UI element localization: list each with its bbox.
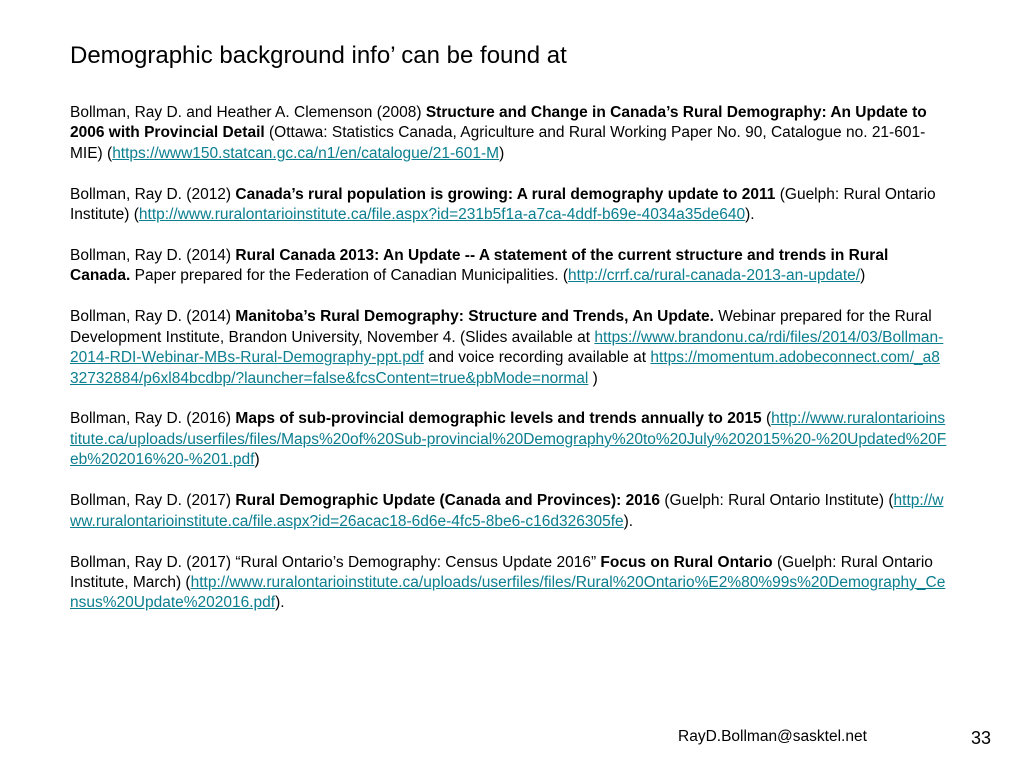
ref-title: Structure and Change in Canada’s Rural Demography: An Update to 2006 with Provincial Detail <box>70 104 927 142</box>
ref-link[interactable]: http://www.ruralontarioinstitute.ca/uploads/userfiles/files/Rural%20Ontario%E2%80%99s%20Demography_Census%20Update%202016.pdf <box>70 573 946 612</box>
ref-title: Rural Canada 2013: An Update -- A statement of the current structure and trends in Rural Canada. <box>70 247 889 285</box>
ref-details: Paper prepared for the Federation of Canadian Municipalities. ( <box>130 267 569 285</box>
ref-details: (Guelph: Rural Ontario Institute, March) ( <box>70 553 933 591</box>
ref-title: Focus on Rural Ontario <box>600 553 773 571</box>
ref-author-year: Bollman, Ray D. (2012) <box>70 185 236 203</box>
ref-author-year: Bollman, Ray D. (2016) <box>70 410 236 428</box>
reference-item <box>70 185 948 226</box>
footer-email: RayD.Bollman@sasktel.net <box>678 728 867 745</box>
ref-link[interactable]: http://www.ruralontarioinstitute.ca/file.aspx?id=26acac18-6d6e-4fc5-8be6-c16d326305fe <box>70 492 944 530</box>
reference-item <box>70 491 948 532</box>
reference-item <box>70 553 948 614</box>
ref-title: Maps of sub-provincial demographic levels and trends annually to 2015 <box>235 410 762 428</box>
ref-details: (Ottawa: Statistics Canada, Agriculture and Rural Working Paper No. 90, Catalogue no. 21-601-MIE) ( <box>70 124 926 162</box>
ref-link[interactable]: http://crrf.ca/rural-canada-2013-an-update/ <box>568 267 861 285</box>
ref-details: (Guelph: Rural Ontario Institute) ( <box>70 185 936 224</box>
reference-item <box>70 307 948 389</box>
ref-title: Rural Demographic Update (Canada and Provinces): 2016 <box>235 492 661 510</box>
ref-details: Webinar prepared for the Rural Development Institute, Brandon University, November 4. (Slides available at <box>70 308 932 346</box>
ref-tail: ). <box>623 512 634 530</box>
ref-tail: ) <box>254 451 260 469</box>
reference-item <box>70 246 948 287</box>
ref-tail: ) <box>860 267 866 285</box>
ref-details: (Guelph: Rural Ontario Institute) ( <box>660 492 894 510</box>
ref-tail: ) <box>588 369 598 387</box>
ref-link[interactable]: http://www.ruralontarioinstitute.ca/uploads/userfiles/files/Maps%20of%20Sub-provincial%20Demography%20to%20July%202015%20-%20Updated%20Feb%202016%20-%201.pdf <box>70 410 947 469</box>
ref-link[interactable]: https://www150.statcan.gc.ca/n1/en/catalogue/21-601-M <box>112 144 500 162</box>
ref-author-year: Bollman, Ray D. (2014) <box>70 308 236 326</box>
reference-list <box>70 103 948 634</box>
ref-title: Canada’s rural population is growing: A rural demography update to 2011 <box>235 185 776 203</box>
ref-author-year: Bollman, Ray D. (2017) <box>70 492 236 510</box>
ref-link[interactable]: http://www.ruralontarioinstitute.ca/file.aspx?id=231b5f1a-a7ca-4ddf-b69e-4034a35de640 <box>138 206 746 224</box>
reference-item <box>70 409 948 470</box>
ref-tail: ). <box>275 594 285 612</box>
page-number: 33 <box>971 728 992 748</box>
ref-details: ( <box>761 410 772 428</box>
ref-slides-link[interactable]: https://www.brandonu.ca/rdi/files/2014/03/Bollman-2014-RDI-Webinar-MBs-Rural-Demography-ppt.pdf <box>70 328 944 367</box>
ref-author-year: Bollman, Ray D. and Heather A. Clemenson (2008) <box>70 104 426 121</box>
ref-tail: ). <box>745 206 755 224</box>
ref-author-year: Bollman, Ray D. (2014) <box>70 247 236 265</box>
reference-item <box>70 103 948 164</box>
ref-title: Manitoba’s Rural Demography: Structure and Trends, An Update. <box>235 308 714 326</box>
ref-mid: and voice recording available at <box>423 349 651 367</box>
ref-tail: ) <box>499 144 505 162</box>
slide-title: Demographic background info’ can be found at <box>70 42 567 69</box>
ref-recording-link[interactable]: https://momentum.adobeconnect.com/_a832732884/p6xl84bcdbp/?launcher=false&fcsContent=true&pbMode=normal <box>70 349 940 387</box>
ref-author-year: Bollman, Ray D. (2017) “Rural Ontario’s Demography: Census Update 2016” <box>70 553 601 571</box>
